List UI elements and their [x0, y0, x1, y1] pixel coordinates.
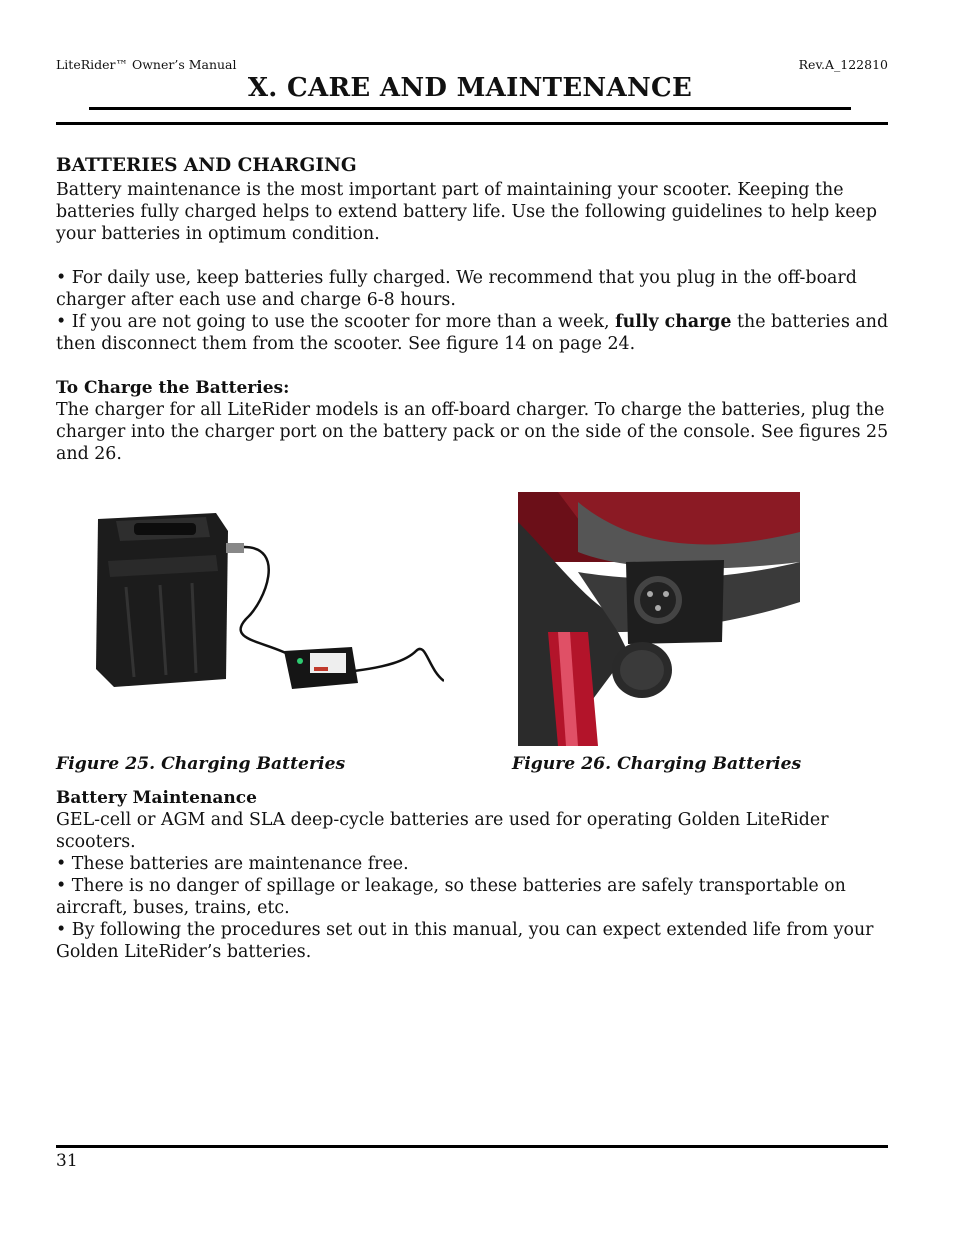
battery-charger-photo — [56, 491, 444, 719]
figure-25-caption: Figure 25. Charging Batteries — [56, 754, 346, 774]
maintenance-bullet-1: • These batteries are maintenance free. — [56, 854, 409, 874]
fully-charge-emphasis: fully charge — [615, 312, 732, 332]
charge-heading: To Charge the Batteries: — [56, 378, 290, 398]
maintenance-bullet-3: • By following the procedures set out in this manual, you can expect extended life from your Golden LiteRider’s batteries. — [56, 920, 874, 962]
maintenance-heading: Battery Maintenance — [56, 788, 257, 808]
intro-paragraph: Battery maintenance is the most important part of maintaining your scooter. Keeping the batteries fully charged helps to extend battery life. Use the following guidelines to help keep your batteries in optimum condition. — [56, 180, 877, 244]
storage-bullet-post: the batteries and then disconnect them from the scooter. See figure 14 on page 24. — [56, 312, 889, 354]
main-content — [56, 153, 898, 963]
maintenance-paragraph: GEL-cell or AGM and SLA deep-cycle batteries are used for operating Golden LiteRider scooters. — [56, 810, 829, 852]
page-title: X. CARE AND MAINTENANCE — [247, 73, 693, 103]
figure-26-caption: Figure 26. Charging Batteries — [512, 754, 802, 774]
storage-bullet — [56, 311, 898, 355]
manual-title: LiteRider™ Owner’s Manual — [56, 57, 237, 72]
header-rule — [56, 122, 888, 125]
charger-port-photo — [518, 492, 800, 746]
footer-rule — [56, 1145, 888, 1148]
page-number: 31 — [56, 1151, 78, 1171]
revision-label: Rev.A_122810 — [798, 57, 888, 72]
section-heading: BATTERIES AND CHARGING — [56, 155, 357, 176]
daily-use-bullet: • For daily use, keep batteries fully charged. We recommend that you plug in the off-board charger after each use and charge 6-8 hours. — [56, 268, 857, 310]
maintenance-bullet-2: • There is no danger of spillage or leakage, so these batteries are safely transportable on aircraft, buses, trains, etc. — [56, 876, 846, 918]
charge-paragraph: The charger for all LiteRider models is an off-board charger. To charge the batteries, plug the charger into the charger port on the battery pack or on the side of the console. See figures 25 and 26. — [56, 400, 889, 464]
title-rule — [89, 107, 851, 110]
figures-row — [56, 487, 898, 787]
storage-bullet-pre: • If you are not going to use the scooter for more than a week, — [56, 312, 616, 332]
